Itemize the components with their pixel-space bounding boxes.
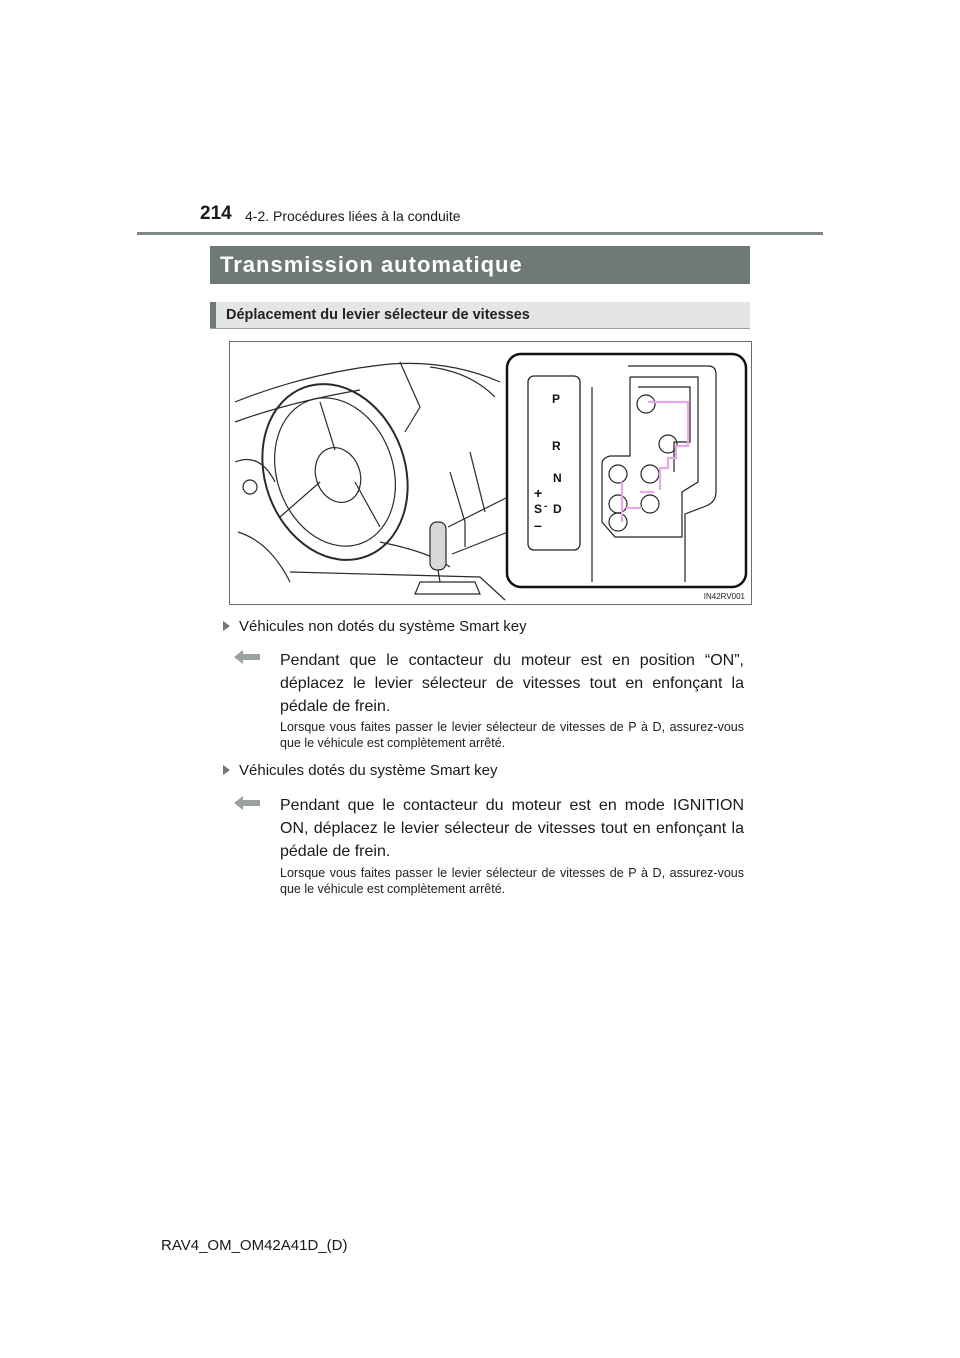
left-arrow-icon (234, 650, 260, 664)
gate-label-s: S (534, 502, 543, 516)
subsection-title: Déplacement du levier sélecteur de vitesses (226, 307, 530, 323)
document-code: RAV4_OM_OM42A41D_(D) (161, 1237, 348, 1254)
bullet-text: Véhicules non dotés du système Smart key (239, 618, 527, 635)
cockpit-drawing (230, 342, 751, 604)
gate-label-plus: + (534, 485, 543, 501)
gate-label-minus: – (534, 517, 542, 533)
left-arrow-icon (234, 796, 260, 810)
figure-code: IN42RV001 (703, 592, 745, 601)
page-number: 214 (200, 203, 232, 224)
gate-label-p: P (552, 392, 561, 406)
gate-label-n: N (553, 471, 562, 485)
note-text: Lorsque vous faites passer le levier sélecteur de vitesses de P à D, assurez-vous que le véhicule est complètement arrêté. (280, 720, 744, 750)
bullet-item (223, 618, 527, 635)
subsection-heading (210, 302, 750, 329)
triangle-bullet-icon (223, 621, 230, 631)
gate-label-d: D (553, 502, 562, 516)
steering-wheel (238, 363, 431, 580)
note-text: Lorsque vous faites passer le levier sélecteur de vitesses de P à D, assurez-vous que le véhicule est complètement arrêté. (280, 866, 744, 896)
bullet-item (223, 762, 497, 779)
bullet-text: Véhicules dotés du système Smart key (239, 762, 498, 779)
shift-knob (430, 522, 446, 570)
gate-label-r: R (552, 439, 561, 453)
dashboard-outline (235, 363, 500, 402)
subsection-marker (210, 302, 216, 328)
callout-line (448, 497, 508, 527)
svg-text:-: - (544, 501, 548, 512)
shift-lever-illustration (229, 341, 752, 605)
triangle-bullet-icon (223, 765, 230, 775)
section-title-bar (210, 246, 750, 284)
header-divider (137, 232, 823, 235)
instruction-text: Pendant que le contacteur du moteur est en mode IGNITION ON, déplacez le levier sélecteur de vitesses tout en enfonçant la pédale de frein. (280, 797, 744, 860)
section-title: Transmission automatique (220, 252, 523, 277)
instruction-text: Pendant que le contacteur du moteur est en position “ON”, déplacez le levier sélecteur de vitesses tout en enfonçant la pédale de frein. (280, 652, 744, 715)
chapter-title: 4-2. Procédures liées à la conduite (245, 208, 461, 224)
